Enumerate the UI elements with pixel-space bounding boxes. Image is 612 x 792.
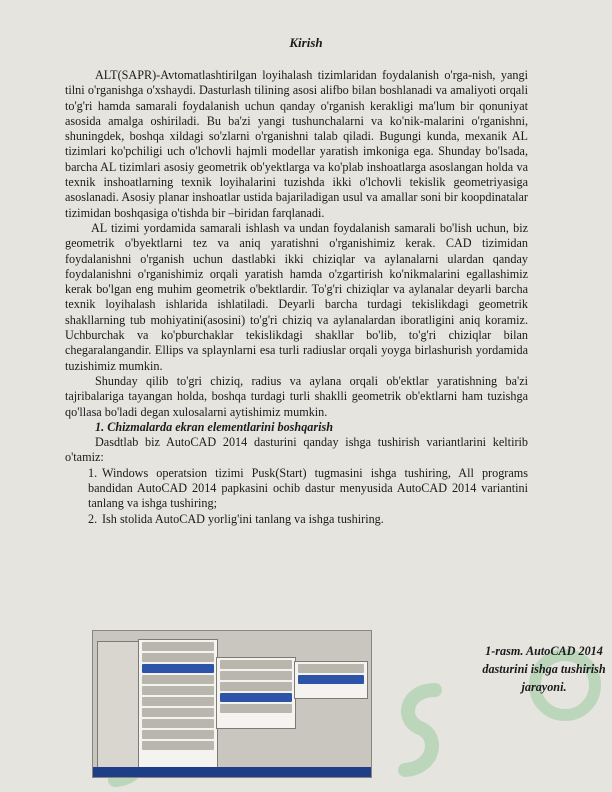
section-heading: 1. Chizmalarda ekran elementlarini boshqarish [95, 419, 334, 434]
autocad-submenu [294, 661, 368, 699]
list-text: Windows operatsion tizimi Pusk(Start) tugmasini ishga tushiring, All programs bandidan AutoCAD 2014 papkasini ochib dastur menyusida AutoCAD 2014 variantini tanlang va ishga tushiring; [88, 465, 528, 511]
list-text: Ish stolida AutoCAD yorlig'ini tanlang va ishga tushiring. [102, 511, 384, 526]
programs-menu [138, 639, 218, 775]
paragraph: AL tizimi yordamida samarali ishlash va undan foydalanish samarali bo'lish uchun, biz geometrik o'byektlarni tez va aniq yaratishni o'rganishimiz kerak. CAD tizimidan foydalanishni o'rganish uchun dastlabki ikki chiziqlar va aylanalarni ulardan qanday foydalanishni o'rganishimiz orqali yaratish hamda o'zgartirish ko'nikmalarini egallashimiz kerak bo'lgan eng muhim geometrik o'bektlardir. To'g'ri chiziqlar va aylanalar deyarli barcha texnik loyihalash ishlarida ishlatiladi. Deyarli barcha turdagi tekislikdagi geometrik shakllarning tub mohiyatini(asosini) to'g'ri chiziq va aylanalardan iboratligini aniq koramiz. Uchburchak va ko'pburchaklar tekislikdagi shakllar bo'lib, to'g'ri chiziqlar bilan chegaralangandir. Ellips va splaynlarni esa turli radiuslar orqali yoyga birlashurish yordamida tuzishimiz mumkin. [65, 220, 528, 373]
autocad-folder-menu [216, 657, 296, 729]
taskbar [93, 767, 371, 777]
list-number: 2. [88, 511, 98, 526]
list-item [65, 512, 528, 527]
start-menu-screenshot [92, 630, 372, 778]
page-title: Kirish [289, 35, 323, 50]
steps-list [65, 466, 528, 527]
list-item [65, 466, 528, 512]
section-intro: Dasdtlab biz AutoCAD 2014 dasturini qanday ishga tushirish variantlarini keltirib o'tamiz: [65, 435, 528, 465]
figure-caption: 1-rasm. AutoCAD 2014 dasturini ishga tushirish jarayoni. [482, 644, 606, 694]
list-number: 1. [88, 465, 98, 480]
paragraph: Shunday qilib to'gri chiziq, radius va aylana orqali ob'ektlar yaratishning ba'zi tajribalariga tayangan holda, boshqa turdagi turli shaklli geometrik ob'ektlarni ham tuzishga qo'llasa bo'ladi degan xulosalarni aytishimiz mumkin. [65, 373, 528, 419]
start-menu-panel [97, 641, 139, 773]
watermark-logo [385, 680, 455, 780]
body-text [65, 68, 528, 527]
paragraph: ALT(SAPR)-Avtomatlashtirilgan loyihalash tizimlaridan foydalanish o'rga-nish, yangi tilni o'rganishga o'xshaydi. Dasturlash tilining asosi alifbo bilan boshlanadi va amaliyoti orqali to'g'ri hamda samarali foydalanish uchun qanday o'rganish kerakligi ma'lum bir qonuniyat asosida amalga oshiriladi. Bu ba'zi yangi tushunchalarni va ko'nik-malarini o'rganishni, shuningdek, boshqa xildagi so'zlarni o'rganishni talab qiladi. Bugungi kunda, mexanik AL tizimlari ko'pchiligi uch o'lchovli hajmli modellar yaratish imkoniga ega. Shunday bo'lsada, barcha AL tizimlari asosiy geometrik ob'yektlarga va ko'plab inshoatlarga asoslangan holda va texnik inshoatlarning texnik loyihalarini tuzishda ikki o'lchovli tekislik geometriyasiga asoslanadi. Asosiy planar inshoatlar ustida bajariladigan usul va amallar soni bir koopdinatalar tizimidan boshqasiga o'tishda bir –biridan farqlanadi. [65, 68, 528, 220]
